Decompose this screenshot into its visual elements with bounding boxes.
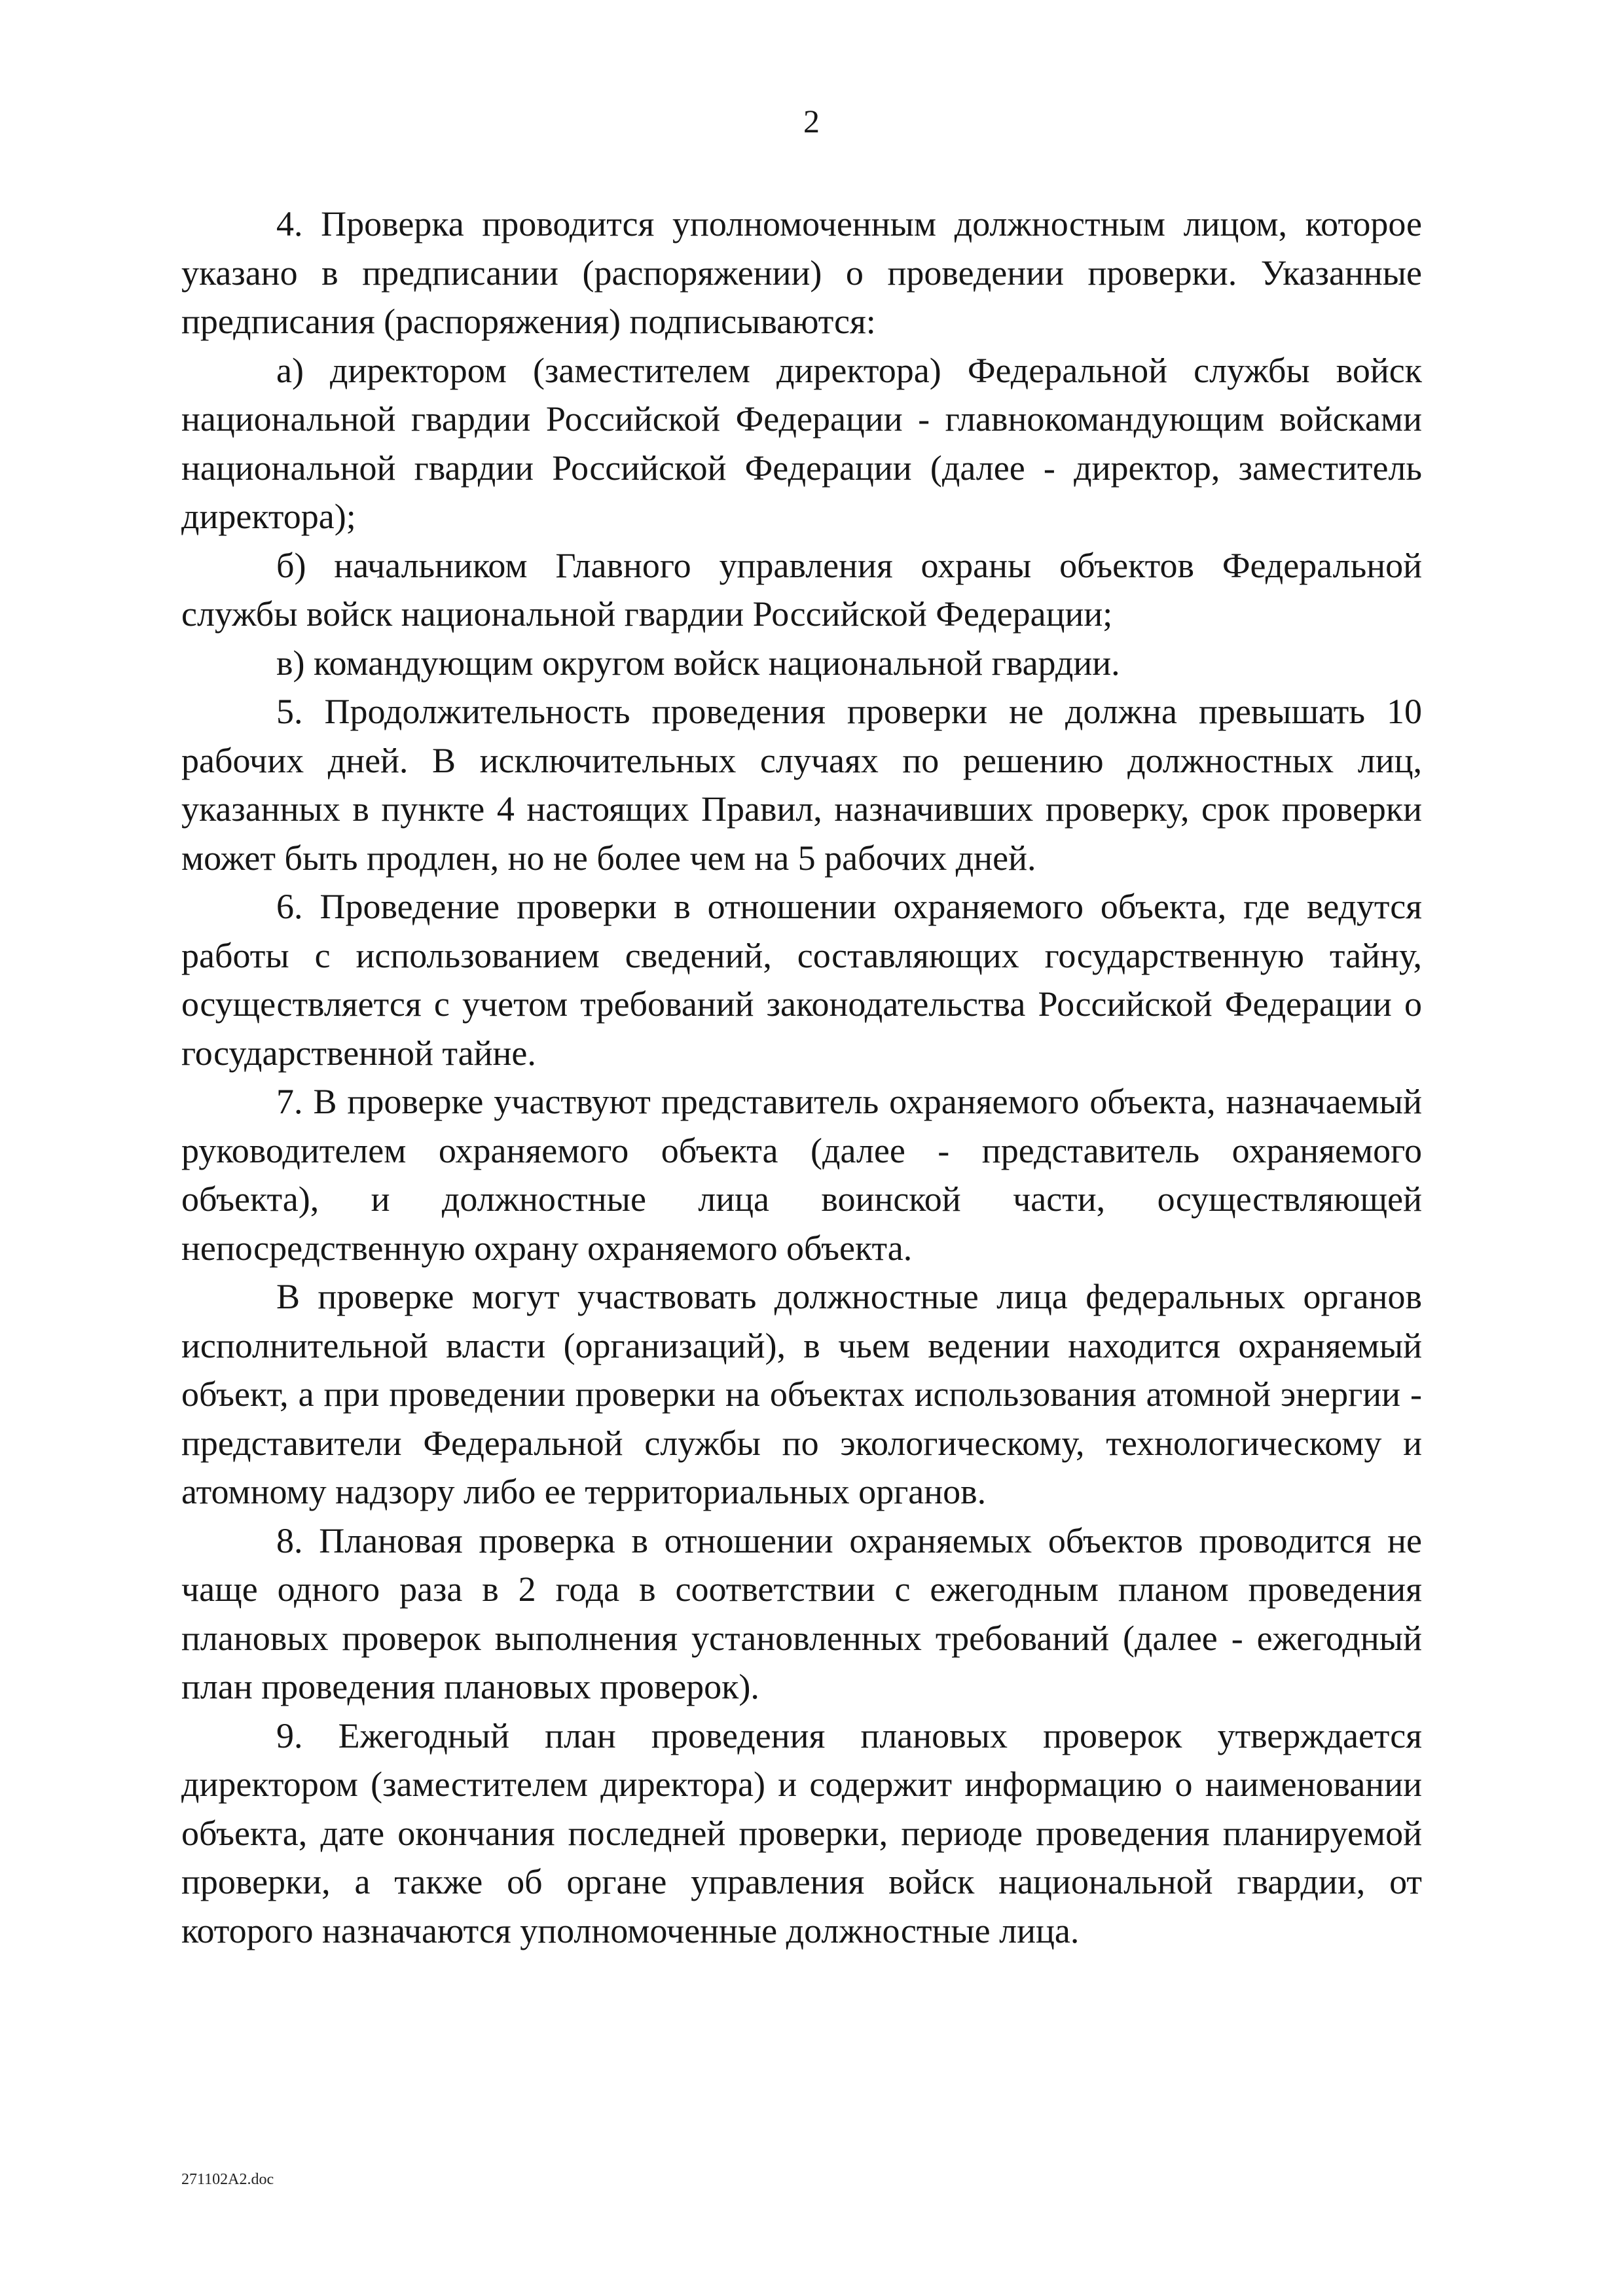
paragraph-6: 6. Проведение проверки в отношении охраняемого объекта, где ведутся работы с использованием сведений, составляющих государственную тайну, осуществляется с учетом требований законодательства Российской Федерации о государственной тайне. <box>181 887 1422 1073</box>
paragraph-4: 4. Проверка проводится уполномоченным должностным лицом, которое указано в предписании (распоряжении) о проведении проверки. Указанные предписания (распоряжения) подписываются: <box>181 204 1422 341</box>
document-body <box>181 200 1422 1955</box>
paragraph-5: 5. Продолжительность проведения проверки не должна превышать 10 рабочих дней. В исключительных случаях по решению должностных лиц, указанных в пункте 4 настоящих Правил, назначивших проверку, срок проверки может быть продлен, но не более чем на 5 рабочих дней. <box>181 692 1422 878</box>
paragraph-7-cont: В проверке могут участвовать должностные лица федеральных органов исполнительной власти (организаций), в чьем ведении находится охраняемый объект, а при проведении проверки на объектах использования атомной энергии - представители Федеральной службы по экологическому, технологическому и атомному надзору либо ее территориальных органов. <box>181 1277 1422 1511</box>
paragraph-9: 9. Ежегодный план проведения плановых проверок утверждается директором (заместителем директора) и содержит информацию о наименовании объекта, дате окончания последней проверки, периоде проведения планируемой проверки, а также об органе управления войск национальной гвардии, от которого назначаются уполномоченные должностные лица. <box>181 1715 1422 1950</box>
paragraph-4a: а) директором (заместителем директора) Федеральной службы войск национальной гвардии Российской Федерации - главнокомандующим войсками национальной гвардии Российской Федерации (далее - директор, заместитель директора); <box>181 350 1422 536</box>
paragraph-7: 7. В проверке участвуют представитель охраняемого объекта, назначаемый руководителем охраняемого объекта (далее - представитель охраняемого объекта), и должностные лица воинской части, осуществляющей непосредственную охрану охраняемого объекта. <box>181 1082 1422 1268</box>
paragraph-4b: б) начальником Главного управления охраны объектов Федеральной службы войск национальной гвардии Российской Федерации; <box>181 545 1422 634</box>
page-number: 2 <box>803 103 820 139</box>
footer-filename: 271102A2.doc <box>181 2171 274 2188</box>
paragraph-4v: в) командующим округом войск национальной гвардии. <box>276 643 1120 683</box>
paragraph-8: 8. Плановая проверка в отношении охраняемых объектов проводится не чаще одного раза в 2 года в соответствии с ежегодным планом проведения плановых проверок выполнения установленных требований (далее - ежегодный план проведения плановых проверок). <box>181 1520 1422 1706</box>
